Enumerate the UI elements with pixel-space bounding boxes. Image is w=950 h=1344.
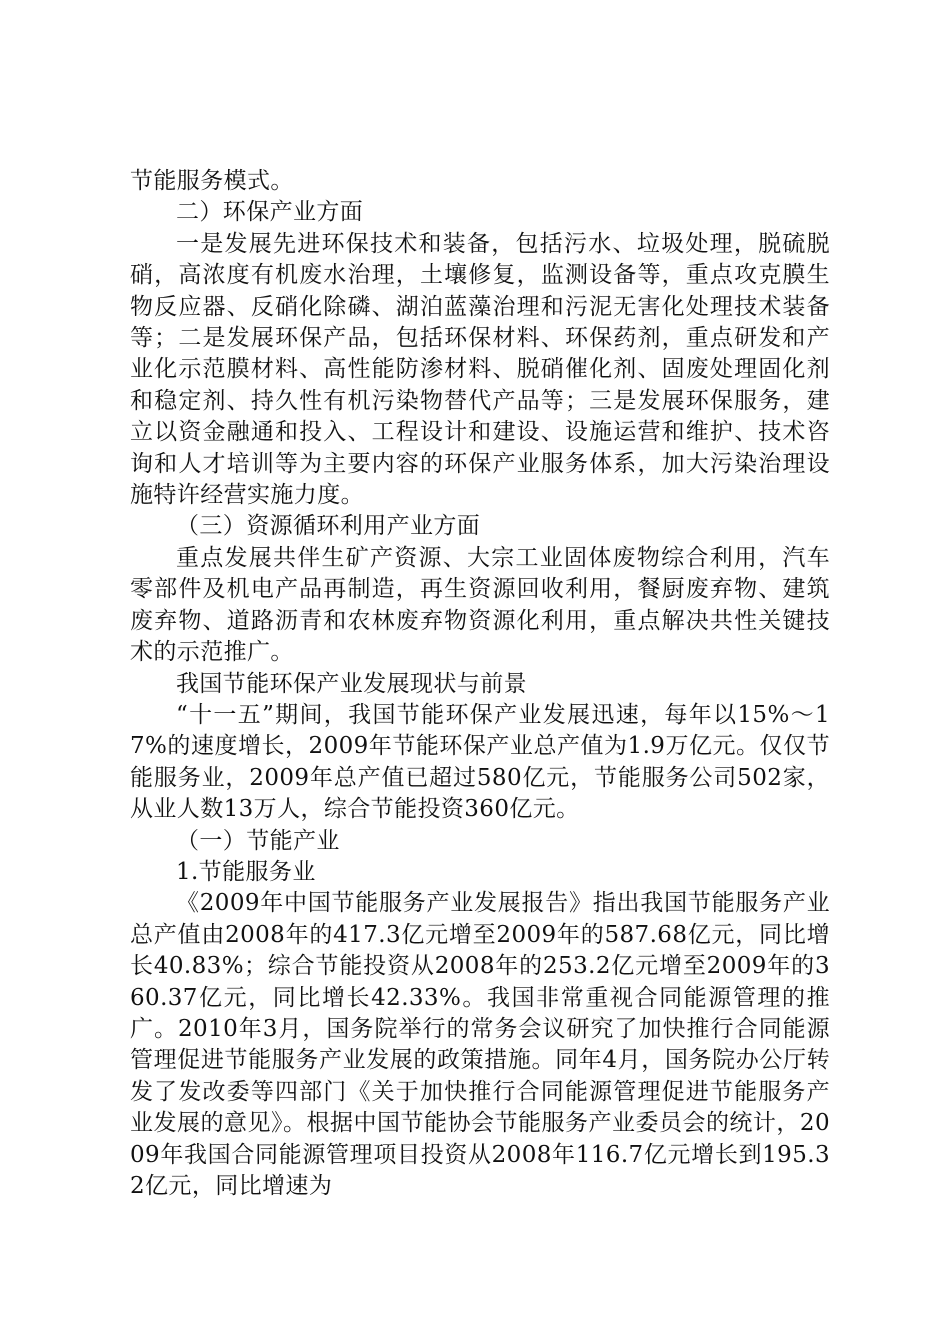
- section-heading-environmental: 二）环保产业方面: [176, 199, 364, 226]
- paragraph-continuation: 节能服务模式。: [130, 168, 294, 194]
- subsection-heading-services: 1.节能服务业: [176, 858, 316, 885]
- section-heading-recycling: （三）资源循环利用产业方面: [176, 513, 481, 540]
- section-heading-status: 我国节能环保产业发展现状与前景: [176, 670, 527, 697]
- paragraph-recycling: 重点发展共伴生矿产资源、大宗工业固体废物综合利用，汽车零部件及机电产品再制造，再生资源回收利用，餐厨废弃物、建筑废弃物、道路沥青和农林废弃物资源化利用，重点解决共性关键技术的示范推广。: [130, 544, 830, 666]
- section-heading-energy-saving: （一）节能产业: [176, 827, 340, 854]
- paragraph-services: 《2009年中国节能服务产业发展报告》指出我国节能服务产业总产值由2008年的417.3亿元增至2009年的587.68亿元，同比增长40.83%；综合节能投资从2008年的253.2亿元增至2009年的360.37亿元，同比增长42.33%。我国非常重视合同能源管理的推广。2010年3月，国务院举行的常务会议研究了加快推行合同能源管理促进节能服务产业发展的政策措施。同年4月，国务院办公厅转发了发改委等四部门《关于加快推行合同能源管理促进节能服务产业发展的意见》。根据中国节能协会节能服务产业委员会的统计，2009年我国合同能源管理项目投资从2008年116.7亿元增长到195.32亿元，同比增速为: [130, 890, 830, 1199]
- document-body: [130, 166, 830, 1202]
- paragraph-environmental: 一是发展先进环保技术和装备，包括污水、垃圾处理，脱硫脱硝，高浓度有机废水治理，土壤修复，监测设备等，重点攻克膜生物反应器、反硝化除磷、湖泊蓝藻治理和污泥无害化处理技术装备等；二是发展环保产品，包括环保材料、环保药剂，重点研发和产业化示范膜材料、高性能防渗材料、脱硝催化剂、固废处理固化剂和稳定剂、持久性有机污染物替代产品等；三是发展环保服务，建立以资金融通和投入、工程设计和建设、设施运营和维护、技术咨询和人才培训等为主要内容的环保产业服务体系，加大污染治理设施特许经营实施力度。: [130, 230, 830, 509]
- paragraph-status: “十一五”期间，我国节能环保产业发展迅速，每年以15%～17%的速度增长，2009年节能环保产业总产值为1.9万亿元。仅仅节能服务业，2009年总产值已超过580亿元，节能服务公司502家，从业人数13万人，综合节能投资360亿元。: [130, 701, 830, 823]
